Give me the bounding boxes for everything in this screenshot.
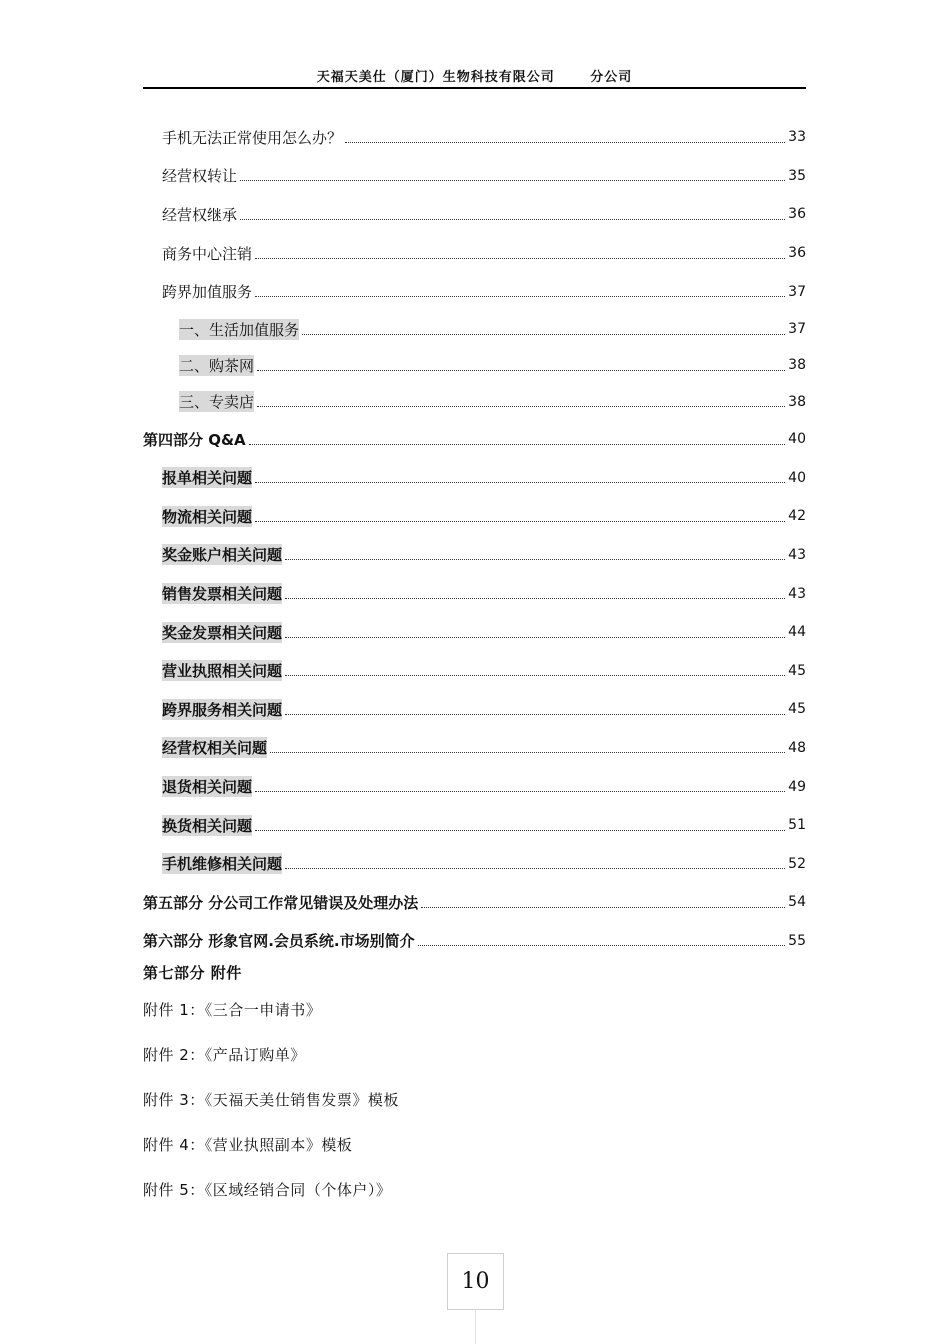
toc-entry[interactable] bbox=[143, 458, 806, 497]
toc-entry-title: 跨界服务相关问题 bbox=[162, 700, 283, 719]
toc-leader-dots bbox=[240, 219, 785, 220]
toc-entry-title: 一、生活加值服务 bbox=[179, 320, 300, 339]
toc-entry[interactable] bbox=[143, 844, 806, 883]
toc-entry[interactable] bbox=[143, 883, 806, 922]
toc-leader-dots bbox=[257, 406, 785, 407]
header-branch: 分公司 bbox=[590, 70, 633, 85]
toc-leader-dots bbox=[249, 444, 786, 445]
toc-leader-dots bbox=[285, 637, 785, 638]
toc-entry-page: 44 bbox=[788, 624, 806, 641]
toc-entry-title: 经营权相关问题 bbox=[162, 739, 268, 758]
toc-entry-page: 45 bbox=[788, 662, 806, 679]
toc-entry-title: 换货相关问题 bbox=[162, 816, 253, 835]
toc-leader-dots bbox=[240, 180, 785, 181]
toc-leader-dots bbox=[255, 296, 785, 297]
attachment-3: 附件 3：《天福天美仕销售发票》模板 bbox=[143, 1091, 399, 1109]
toc-entry-page: 43 bbox=[788, 546, 806, 563]
toc-entry[interactable] bbox=[143, 497, 806, 536]
toc-leader-dots bbox=[255, 258, 785, 259]
toc-entry-page: 45 bbox=[788, 701, 806, 718]
header-company: 天福天美仕（厦门）生物科技有限公司 bbox=[316, 70, 555, 85]
toc-entry[interactable] bbox=[143, 922, 806, 961]
toc-leader-dots bbox=[285, 559, 785, 560]
page-header bbox=[143, 66, 806, 89]
toc-entry[interactable] bbox=[143, 272, 806, 311]
toc-leader-dots bbox=[285, 675, 785, 676]
toc-entry-title: 第五部分 分公司工作常见错误及处理办法 bbox=[143, 893, 419, 912]
page-number: 10 bbox=[447, 1253, 504, 1310]
toc-entry[interactable] bbox=[143, 157, 806, 196]
toc-entry-title: 经营权转让 bbox=[162, 167, 238, 186]
page-divider bbox=[475, 1309, 476, 1344]
toc-entry-page: 54 bbox=[788, 894, 806, 911]
toc-entry-page: 48 bbox=[788, 739, 806, 756]
toc-entry-page: 55 bbox=[788, 932, 806, 949]
toc-entry-page: 36 bbox=[788, 206, 806, 223]
toc-entry[interactable] bbox=[143, 384, 806, 420]
toc-entry-page: 33 bbox=[788, 129, 806, 146]
toc-leader-dots bbox=[285, 598, 785, 599]
toc-entry-page: 51 bbox=[788, 817, 806, 834]
toc-entry-page: 40 bbox=[788, 469, 806, 486]
toc-entry[interactable] bbox=[143, 536, 806, 575]
section-7-heading: 第七部分 附件 bbox=[143, 964, 242, 982]
table-of-contents bbox=[143, 118, 806, 960]
toc-entry-page: 38 bbox=[788, 393, 806, 410]
toc-entry-page: 52 bbox=[788, 855, 806, 872]
toc-entry[interactable] bbox=[143, 311, 806, 347]
attachment-2: 附件 2：《产品订购单》 bbox=[143, 1046, 306, 1064]
toc-leader-dots bbox=[257, 370, 785, 371]
toc-leader-dots bbox=[302, 334, 785, 335]
toc-entry[interactable] bbox=[143, 195, 806, 234]
toc-entry[interactable] bbox=[143, 347, 806, 383]
toc-entry-title: 营业执照相关问题 bbox=[162, 662, 283, 681]
toc-entry-page: 42 bbox=[788, 508, 806, 525]
toc-entry-page: 35 bbox=[788, 167, 806, 184]
toc-entry[interactable] bbox=[143, 690, 806, 729]
toc-entry-title: 第六部分 形象官网.会员系统.市场别简介 bbox=[143, 932, 415, 951]
toc-entry[interactable] bbox=[143, 806, 806, 845]
toc-entry-page: 38 bbox=[788, 357, 806, 374]
toc-entry-title: 手机无法正常使用怎么办？ bbox=[162, 128, 343, 147]
toc-entry[interactable] bbox=[143, 767, 806, 806]
toc-entry[interactable] bbox=[143, 574, 806, 613]
toc-leader-dots bbox=[255, 791, 785, 792]
toc-entry-title: 退货相关问题 bbox=[162, 778, 253, 796]
toc-entry[interactable] bbox=[143, 420, 806, 459]
toc-leader-dots bbox=[421, 907, 785, 908]
attachment-4: 附件 4：《营业执照副本》模板 bbox=[143, 1136, 353, 1154]
toc-leader-dots bbox=[418, 945, 786, 946]
toc-entry[interactable] bbox=[143, 234, 806, 273]
toc-entry-title: 销售发票相关问题 bbox=[162, 585, 283, 604]
toc-entry[interactable] bbox=[143, 729, 806, 768]
toc-entry-title: 二、购茶网 bbox=[179, 356, 255, 375]
toc-entry[interactable] bbox=[143, 118, 806, 157]
toc-entry-title: 商务中心注销 bbox=[162, 244, 253, 263]
toc-entry-page: 43 bbox=[788, 585, 806, 602]
toc-entry-title: 奖金账户相关问题 bbox=[162, 546, 283, 565]
attachment-1: 附件 1：《三合一申请书》 bbox=[143, 1001, 322, 1019]
toc-entry-page: 37 bbox=[788, 321, 806, 338]
toc-leader-dots bbox=[255, 830, 785, 831]
toc-leader-dots bbox=[255, 482, 785, 483]
toc-entry-title: 跨界加值服务 bbox=[162, 283, 253, 302]
toc-entry-page: 49 bbox=[788, 778, 806, 795]
toc-entry-page: 40 bbox=[788, 431, 806, 448]
toc-leader-dots bbox=[255, 521, 785, 522]
toc-entry-page: 36 bbox=[788, 245, 806, 262]
toc-entry-title: 手机维修相关问题 bbox=[162, 855, 283, 874]
toc-entry-title: 报单相关问题 bbox=[162, 469, 253, 488]
toc-leader-dots bbox=[345, 142, 785, 143]
toc-entry-title: 三、专卖店 bbox=[179, 393, 255, 412]
toc-entry-page: 37 bbox=[788, 283, 806, 300]
attachment-5: 附件 5：《区域经销合同（个体户）》 bbox=[143, 1181, 392, 1199]
toc-entry-title: 第四部分 Q&A bbox=[143, 430, 246, 449]
toc-entry[interactable] bbox=[143, 651, 806, 690]
toc-leader-dots bbox=[285, 714, 785, 715]
toc-leader-dots bbox=[285, 868, 785, 869]
toc-entry-title: 物流相关问题 bbox=[162, 507, 253, 526]
toc-leader-dots bbox=[270, 752, 785, 753]
toc-entry-title: 经营权继承 bbox=[162, 205, 238, 224]
toc-entry[interactable] bbox=[143, 613, 806, 652]
toc-entry-title: 奖金发票相关问题 bbox=[162, 623, 283, 642]
